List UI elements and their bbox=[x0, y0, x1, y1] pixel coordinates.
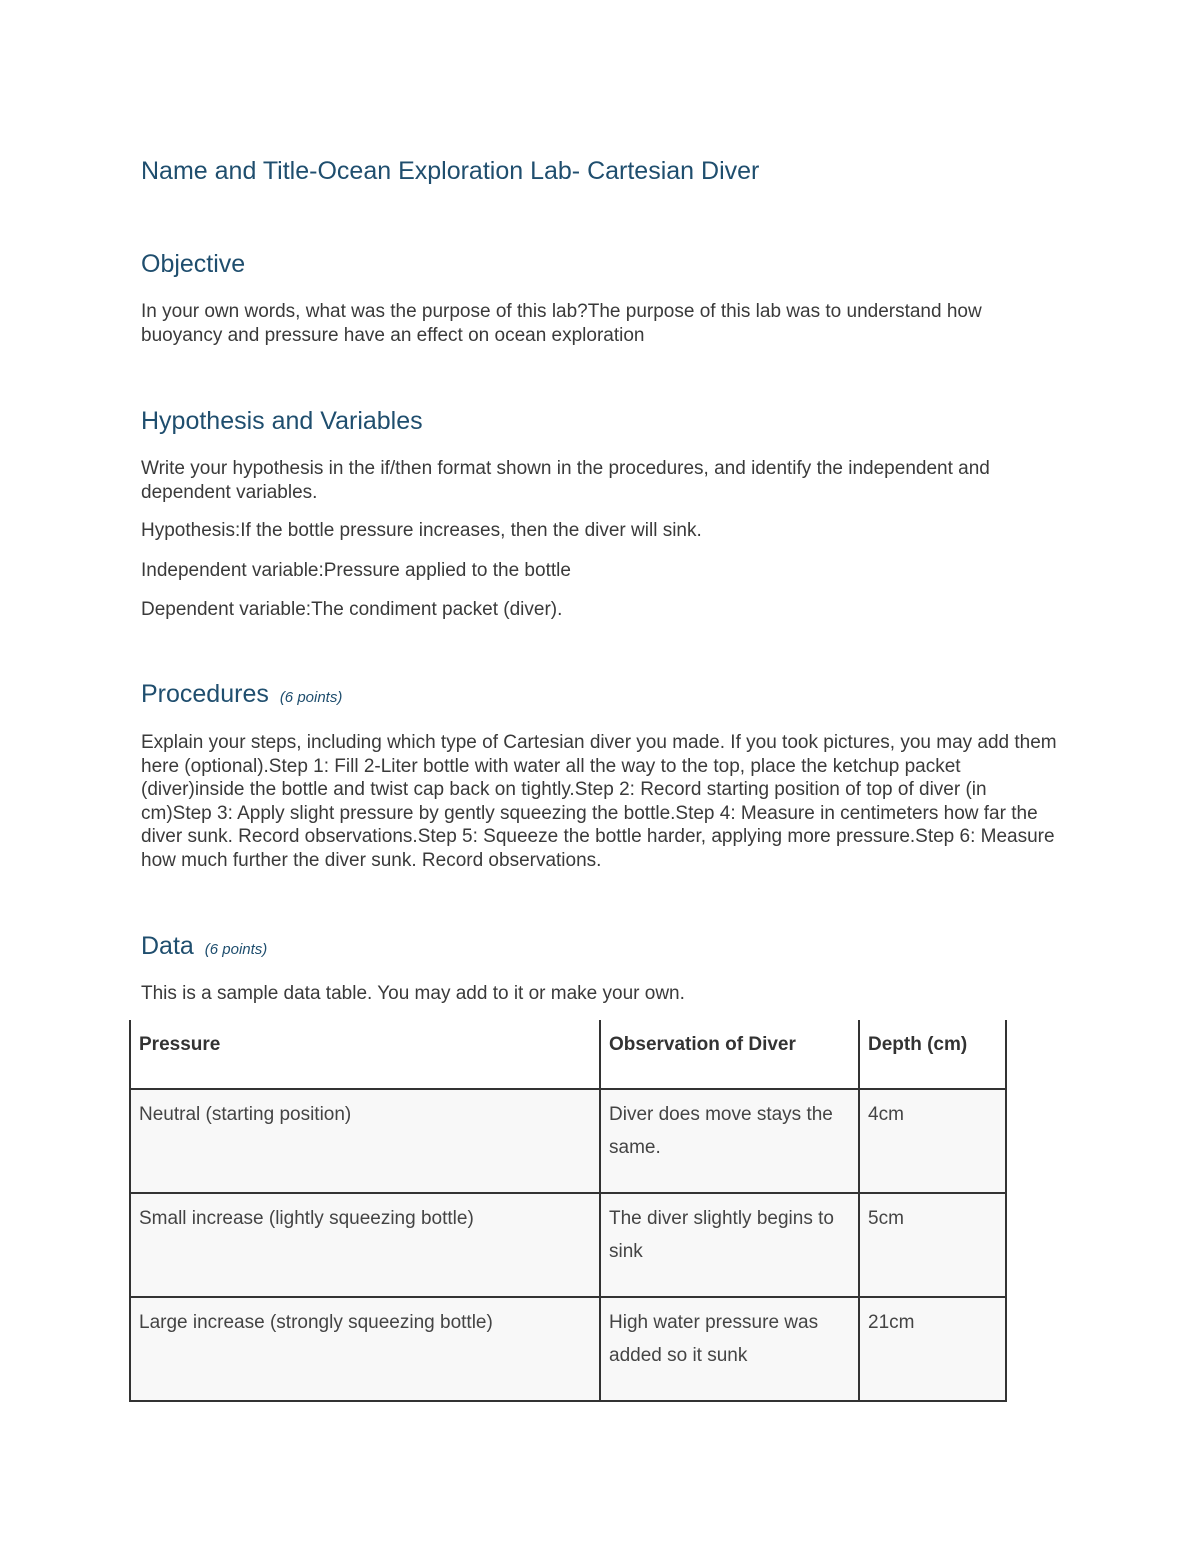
cell-observation: High water pressure was added so it sunk bbox=[600, 1297, 859, 1401]
data-table bbox=[129, 1020, 1007, 1402]
header-pressure: Pressure bbox=[130, 1020, 600, 1089]
cell-pressure: Large increase (strongly squeezing bottle) bbox=[130, 1297, 600, 1401]
dependent-variable: Dependent variable:The condiment packet (diver). bbox=[141, 599, 563, 620]
independent-variable: Independent variable:Pressure applied to the bottle bbox=[141, 560, 571, 581]
data-table-container bbox=[129, 1020, 1003, 1402]
procedures-heading bbox=[141, 680, 342, 709]
procedures-heading-label: Procedures bbox=[141, 680, 269, 708]
cell-pressure: Neutral (starting position) bbox=[130, 1089, 600, 1193]
table-row bbox=[130, 1089, 1006, 1193]
cell-pressure: Small increase (lightly squeezing bottle) bbox=[130, 1193, 600, 1297]
procedures-points: (6 points) bbox=[279, 689, 343, 706]
hypothesis-heading: Hypothesis and Variables bbox=[141, 407, 423, 435]
cell-depth: 21cm bbox=[859, 1297, 1006, 1401]
data-points: (6 points) bbox=[204, 941, 268, 958]
hypothesis-instructions: Write your hypothesis in the if/then format shown in the procedures, and identify the independent and dependent variables. bbox=[141, 458, 990, 503]
data-intro: This is a sample data table. You may add to it or make your own. bbox=[141, 983, 685, 1004]
procedures-text: Explain your steps, including which type of Cartesian diver you made. If you took pictures, you may add them here (optional).Step 1: Fill 2-Liter bottle with water all the way to the top, place the ketchup packet (diver)inside the bottle and twist cap back on tightly.Step 2: Record starting position of top of diver (in cm)Step 3: Apply slight pressure by gently squeezing the bottle.Step 4: Measure in centimeters how far the diver sunk. Record observations.Step 5: Squeeze the bottle harder, applying more pressure.Step 6: Measure how much further the diver sunk. Record observations. bbox=[141, 732, 1057, 871]
page-title: Name and Title-Ocean Exploration Lab- Cartesian Diver bbox=[141, 157, 760, 185]
table-row bbox=[130, 1297, 1006, 1401]
table-row bbox=[130, 1193, 1006, 1297]
table-header-row bbox=[130, 1020, 1006, 1089]
cell-observation: The diver slightly begins to sink bbox=[600, 1193, 859, 1297]
header-observation: Observation of Diver bbox=[600, 1020, 859, 1089]
objective-heading: Objective bbox=[141, 250, 246, 278]
hypothesis-statement: Hypothesis:If the bottle pressure increases, then the diver will sink. bbox=[141, 520, 702, 541]
objective-text: In your own words, what was the purpose of this lab?The purpose of this lab was to understand how buoyancy and pressure have an effect on ocean exploration bbox=[141, 301, 982, 346]
cell-depth: 5cm bbox=[859, 1193, 1006, 1297]
data-heading-label: Data bbox=[141, 932, 194, 960]
cell-observation: Diver does move stays the same. bbox=[600, 1089, 859, 1193]
header-depth: Depth (cm) bbox=[859, 1020, 1006, 1089]
data-heading bbox=[141, 932, 267, 961]
cell-depth: 4cm bbox=[859, 1089, 1006, 1193]
